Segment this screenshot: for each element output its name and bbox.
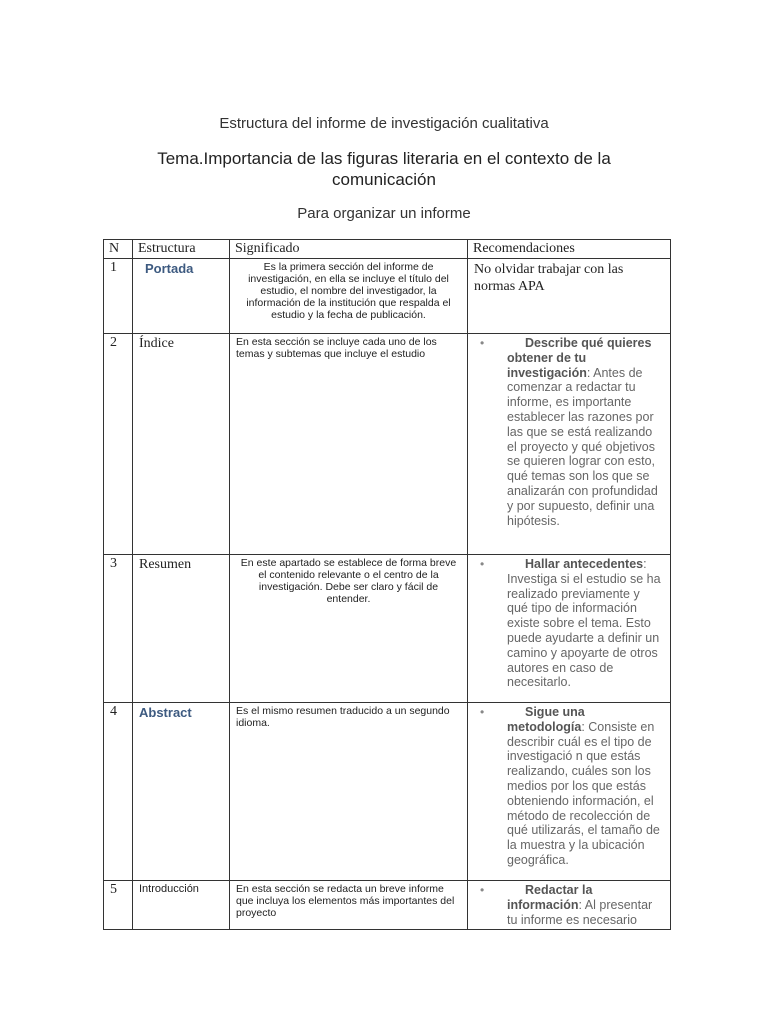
row-significado: Es la primera sección del informe de investigación, en ella se incluye el título del estudio, el nombre del investigador, la información de la institución que respalda el estudio y la fecha de publicación. — [230, 259, 468, 334]
row-recomendacion — [468, 334, 671, 555]
table-row — [104, 259, 671, 334]
recommendation-body: : Consiste en describir cuál es el tipo de investigació n que estás realizando, cuáles son los medios por los que estás obteniendo información, el método de recolección de qué utilizarás, el tamaño de la muestra y la ubicación geográfica. — [507, 719, 660, 867]
table-header-row — [104, 240, 671, 259]
table-row — [104, 703, 671, 881]
structure-table — [103, 239, 671, 930]
column-header-recomendaciones: Recomendaciones — [468, 240, 671, 259]
table-row — [104, 334, 671, 555]
row-estructura: Introducción — [133, 881, 230, 930]
row-number: 5 — [104, 881, 133, 930]
column-header-significado: Significado — [230, 240, 468, 259]
row-estructura: Abstract — [133, 703, 230, 881]
recommendation-body: : Al presentar tu informe es necesario — [507, 897, 653, 927]
bullet-icon: • — [480, 557, 485, 571]
recommendation-body: : Investiga si el estudio se ha realizado previamente y qué tipo de información existe sobre el tema. Esto puede ayudarte a definir un camino y apoyarte de otros autores en caso de necesitarlo. — [507, 557, 661, 690]
bullet-icon: • — [480, 336, 485, 350]
row-estructura: Portada — [133, 259, 230, 334]
row-recomendacion — [468, 881, 671, 930]
column-header-estructura: Estructura — [133, 240, 230, 259]
row-number: 1 — [104, 259, 133, 334]
recommendation-title: Redactar la información — [507, 883, 593, 912]
row-number: 4 — [104, 703, 133, 881]
recommendation-title: Sigue una metodología — [507, 705, 585, 734]
recommendation-title: Describe qué quieres obtener de tu investigación — [507, 336, 652, 380]
recommendation-body: : Antes de comenzar a redactar tu informe, es importante establecer las razones por las que se está realizando el proyecto y qué objetivos se quieren lograr con esto, qué temas son los que se analizarán con profundidad y por supuesto, definir una hipótesis. — [507, 365, 658, 528]
document-subtitle: Estructura del informe de investigación cualitativa — [219, 115, 549, 132]
document-title: Tema.Importancia de las figuras literaria en el contexto de la comunicación — [157, 149, 611, 189]
table-row — [104, 881, 671, 930]
row-number: 2 — [104, 334, 133, 555]
column-header-n: N — [104, 240, 133, 259]
row-recomendacion: No olvidar trabajar con las normas APA — [468, 259, 671, 334]
document-caption: Para organizar un informe — [297, 205, 471, 222]
bullet-icon: • — [480, 883, 485, 897]
row-significado: En esta sección se redacta un breve informe que incluya los elementos más importantes del proyecto — [230, 881, 468, 930]
row-recomendacion — [468, 703, 671, 881]
recommendation-title: Hallar antecedentes — [525, 557, 644, 571]
row-estructura: Índice — [133, 334, 230, 555]
row-estructura: Resumen — [133, 555, 230, 703]
row-significado: En esta sección se incluye cada uno de los temas y subtemas que incluye el estudio — [230, 334, 468, 555]
row-number: 3 — [104, 555, 133, 703]
row-significado: En este apartado se establece de forma breve el contenido relevante o el centro de la investigación. Debe ser claro y fácil de entender. — [230, 555, 468, 703]
row-recomendacion — [468, 555, 671, 703]
row-significado: Es el mismo resumen traducido a un segundo idioma. — [230, 703, 468, 881]
table-row — [104, 555, 671, 703]
bullet-icon: • — [480, 705, 485, 719]
